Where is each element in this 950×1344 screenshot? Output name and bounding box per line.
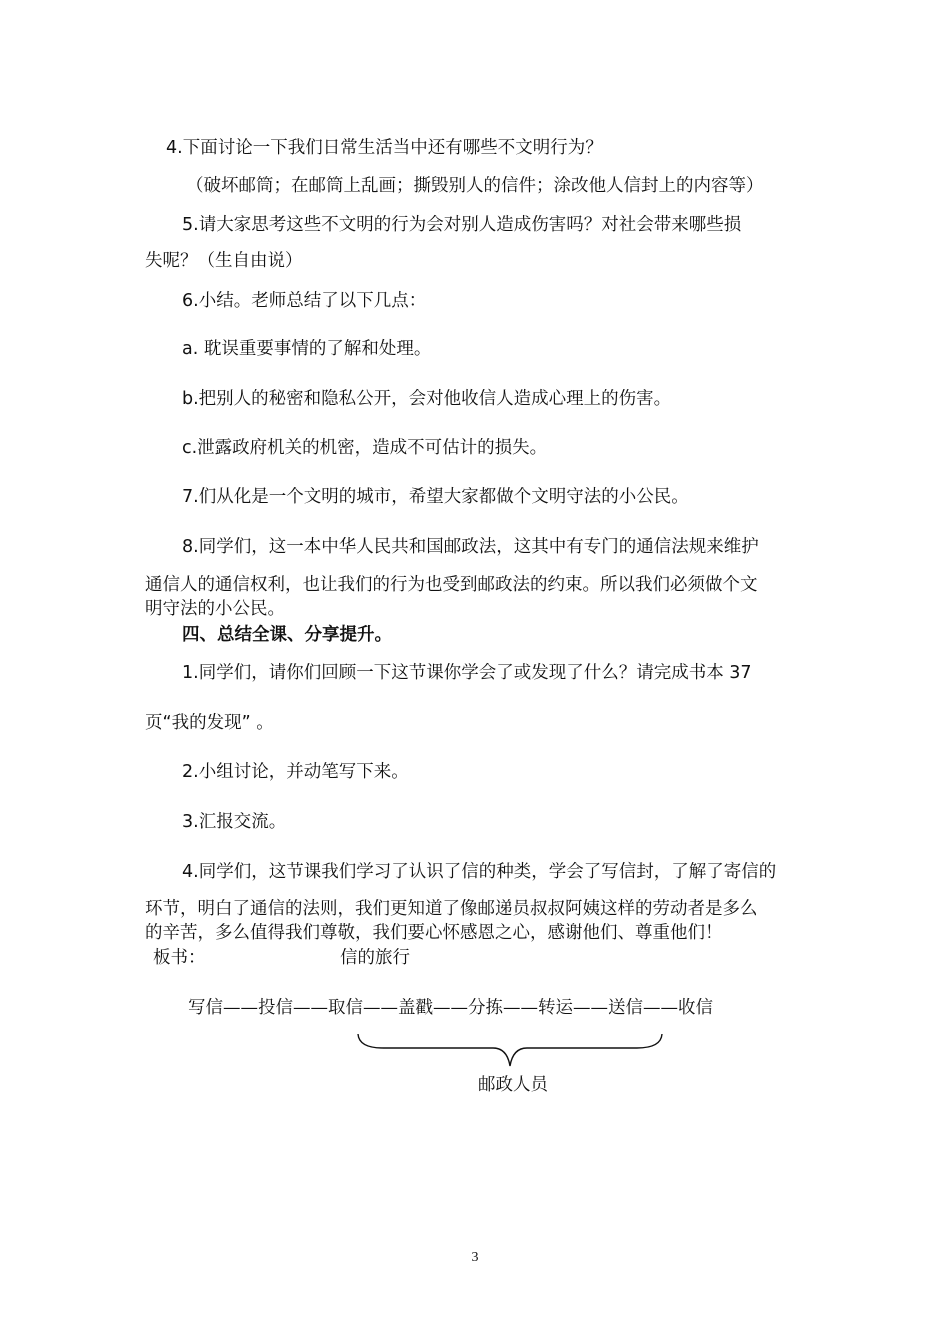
text-line: 2.小组讨论，并动笔写下来。: [182, 762, 409, 782]
text-line: b.把别人的秘密和隐私公开，会对他收信人造成心理上的伤害。: [182, 389, 672, 409]
text-line: 4.同学们，这节课我们学习了认识了信的种类，学会了写信封，了解了寄信的: [182, 862, 777, 882]
text-line: 明守法的小公民。: [145, 599, 285, 619]
text-line: a. 耽误重要事情的了解和处理。: [182, 339, 432, 359]
page-number: 3: [471, 1250, 479, 1265]
text-line: 8.同学们，这一本中华人民共和国邮政法，这其中有专门的通信法规来维护: [182, 537, 759, 557]
text-line: 5.请大家思考这些不文明的行为会对别人造成伤害吗？对社会带来哪些损: [182, 215, 742, 235]
text-line: 1.同学们，请你们回顾一下这节课你学会了或发现了什么？请完成书本 37: [182, 663, 752, 683]
text-line: （破坏邮筒；在邮筒上乱画；撕毁别人的信件；涂改他人信封上的内容等）: [186, 176, 764, 196]
text-line: 通信人的通信权利，也让我们的行为也受到邮政法的约束。所以我们必须做个文: [145, 575, 758, 595]
text-line: 3.汇报交流。: [182, 812, 287, 832]
curly-brace: [355, 1032, 665, 1072]
board-title: 信的旅行: [340, 948, 410, 968]
board-group-label: 邮政人员: [478, 1075, 548, 1095]
board-label: 板书：: [153, 948, 206, 968]
text-line: 6.小结。老师总结了以下几点：: [182, 291, 427, 311]
text-line: 的辛苦，多么值得我们尊敬，我们要心怀感恩之心，感谢他们、尊重他们！: [145, 923, 723, 943]
section-heading: 四、总结全课、分享提升。: [182, 625, 392, 645]
text-line: 失呢？（生自由说）: [145, 251, 303, 271]
text-line: 7.们从化是一个文明的城市，希望大家都做个文明守法的小公民。: [182, 487, 689, 507]
board-flow: 写信——投信——取信——盖戳——分拣——转运——送信——收信: [188, 998, 713, 1018]
text-line: 4.下面讨论一下我们日常生活当中还有哪些不文明行为？: [166, 138, 603, 158]
text-line: 环节，明白了通信的法则，我们更知道了像邮递员叔叔阿姨这样的劳动者是多么: [145, 899, 758, 919]
text-line: c.泄露政府机关的机密，造成不可估计的损失。: [182, 438, 548, 458]
text-line: 页“我的发现” 。: [145, 713, 274, 733]
